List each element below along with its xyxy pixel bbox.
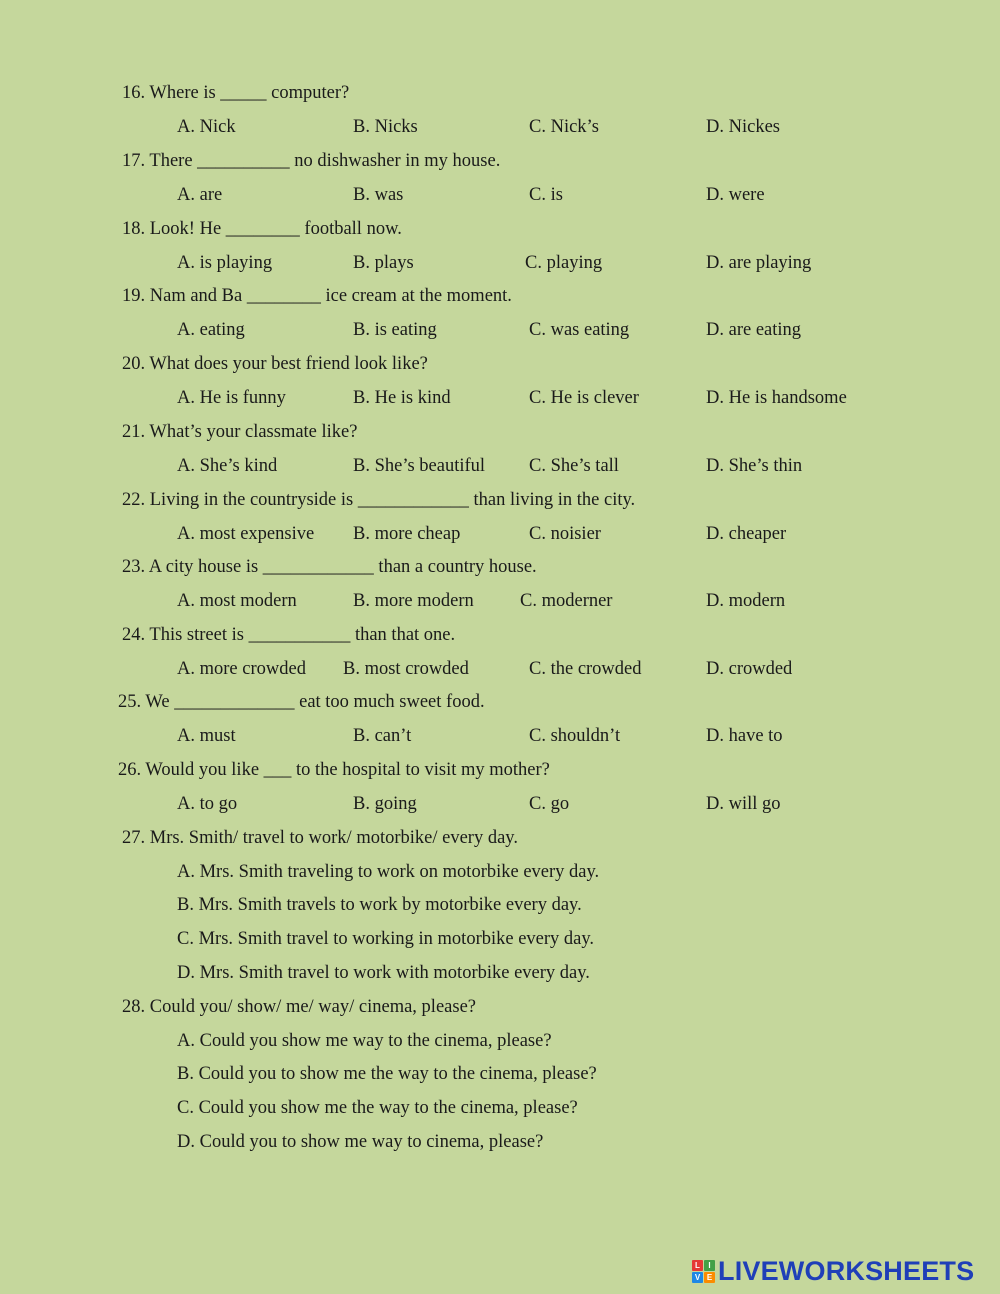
question-17: 17. There __________ no dishwasher in my house. xyxy=(122,151,501,171)
option-20b[interactable]: B. He is kind xyxy=(353,388,451,408)
option-27a[interactable]: A. Mrs. Smith traveling to work on motorbike every day. xyxy=(177,862,600,882)
option-25a[interactable]: A. must xyxy=(177,726,236,746)
question-27: 27. Mrs. Smith/ travel to work/ motorbike/ every day. xyxy=(122,828,518,848)
question-28: 28. Could you/ show/ me/ way/ cinema, please? xyxy=(122,997,476,1017)
question-23: 23. A city house is ____________ than a country house. xyxy=(122,557,537,577)
option-26c[interactable]: C. go xyxy=(529,794,570,814)
option-24c[interactable]: C. the crowded xyxy=(529,659,642,679)
option-25d[interactable]: D. have to xyxy=(706,726,783,746)
option-28c[interactable]: C. Could you show me the way to the cinema, please? xyxy=(177,1098,578,1118)
option-21c[interactable]: C. She’s tall xyxy=(529,456,619,476)
logo-mark-letter: I xyxy=(704,1260,715,1271)
option-17d[interactable]: D. were xyxy=(706,185,765,205)
logo-mark-letter: E xyxy=(704,1272,715,1283)
option-17b[interactable]: B. was xyxy=(353,185,404,205)
question-18: 18. Look! He ________ football now. xyxy=(122,219,402,239)
option-18a[interactable]: A. is playing xyxy=(177,253,273,273)
option-27d[interactable]: D. Mrs. Smith travel to work with motorbike every day. xyxy=(177,963,590,983)
option-18c[interactable]: C. playing xyxy=(525,253,603,273)
option-21b[interactable]: B. She’s beautiful xyxy=(353,456,486,476)
question-16: 16. Where is _____ computer? xyxy=(122,83,350,103)
option-19d[interactable]: D. are eating xyxy=(706,320,802,340)
option-24a[interactable]: A. more crowded xyxy=(177,659,306,679)
option-22c[interactable]: C. noisier xyxy=(529,524,601,544)
logo-mark-icon xyxy=(692,1260,715,1283)
question-22: 22. Living in the countryside is ____________ than living in the city. xyxy=(122,490,636,510)
option-18b[interactable]: B. plays xyxy=(353,253,414,273)
option-24d[interactable]: D. crowded xyxy=(706,659,793,679)
logo-text: LIVEWORKSHEETS xyxy=(718,1255,975,1286)
option-23a[interactable]: A. most modern xyxy=(177,591,297,611)
option-16c[interactable]: C. Nick’s xyxy=(529,117,599,137)
option-25c[interactable]: C. shouldn’t xyxy=(529,726,621,746)
option-24b[interactable]: B. most crowded xyxy=(343,659,469,679)
option-19c[interactable]: C. was eating xyxy=(529,320,630,340)
option-23b[interactable]: B. more modern xyxy=(353,591,474,611)
option-21d[interactable]: D. She’s thin xyxy=(706,456,803,476)
question-24: 24. This street is ___________ than that one. xyxy=(122,625,456,645)
option-26b[interactable]: B. going xyxy=(353,794,417,814)
option-20a[interactable]: A. He is funny xyxy=(177,388,286,408)
option-25b[interactable]: B. can’t xyxy=(353,726,412,746)
option-22b[interactable]: B. more cheap xyxy=(353,524,461,544)
logo-mark-letter: V xyxy=(692,1272,703,1283)
liveworksheets-logo xyxy=(692,1254,974,1288)
option-28a[interactable]: A. Could you show me way to the cinema, please? xyxy=(177,1031,552,1051)
option-27b[interactable]: B. Mrs. Smith travels to work by motorbike every day. xyxy=(177,895,582,915)
option-17c[interactable]: C. is xyxy=(529,185,563,205)
option-26a[interactable]: A. to go xyxy=(177,794,238,814)
option-17a[interactable]: A. are xyxy=(177,185,223,205)
option-22a[interactable]: A. most expensive xyxy=(177,524,315,544)
option-23d[interactable]: D. modern xyxy=(706,591,786,611)
option-20c[interactable]: C. He is clever xyxy=(529,388,639,408)
option-16a[interactable]: A. Nick xyxy=(177,117,236,137)
option-18d[interactable]: D. are playing xyxy=(706,253,812,273)
option-21a[interactable]: A. She’s kind xyxy=(177,456,278,476)
option-28b[interactable]: B. Could you to show me the way to the cinema, please? xyxy=(177,1064,597,1084)
question-20: 20. What does your best friend look like? xyxy=(122,354,428,374)
question-21: 21. What’s your classmate like? xyxy=(122,422,358,442)
question-26: 26. Would you like ___ to the hospital to visit my mother? xyxy=(118,760,550,780)
question-19: 19. Nam and Ba ________ ice cream at the moment. xyxy=(122,286,512,306)
option-16d[interactable]: D. Nickes xyxy=(706,117,780,137)
option-23c[interactable]: C. moderner xyxy=(520,591,613,611)
question-25: 25. We _____________ eat too much sweet food. xyxy=(118,692,485,712)
option-27c[interactable]: C. Mrs. Smith travel to working in motorbike every day. xyxy=(177,929,595,949)
option-28d[interactable]: D. Could you to show me way to cinema, please? xyxy=(177,1132,544,1152)
option-19a[interactable]: A. eating xyxy=(177,320,245,340)
option-16b[interactable]: B. Nicks xyxy=(353,117,418,137)
option-26d[interactable]: D. will go xyxy=(706,794,781,814)
option-19b[interactable]: B. is eating xyxy=(353,320,437,340)
logo-mark-letter: L xyxy=(692,1260,703,1271)
option-20d[interactable]: D. He is handsome xyxy=(706,388,847,408)
option-22d[interactable]: D. cheaper xyxy=(706,524,787,544)
